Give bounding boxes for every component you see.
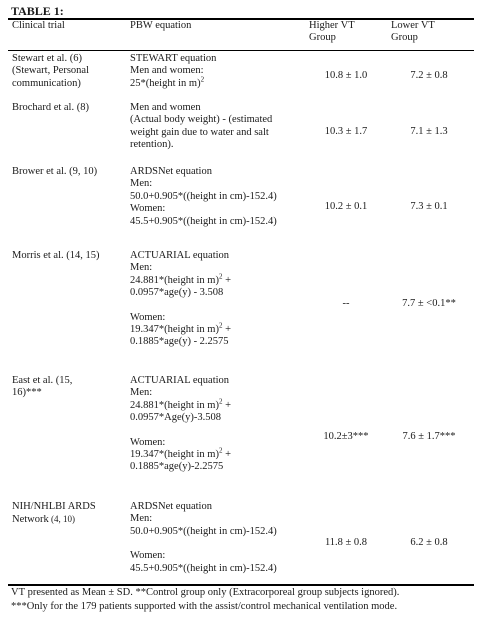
equation-line: ACTUARIAL equation: [130, 375, 230, 386]
equation-line: 45.5+0.905*((height in cm)-152.4): [130, 562, 277, 574]
equation-line: 24.881*(height in m): [130, 274, 219, 286]
header-lower-group: Group: [391, 32, 418, 44]
equation-line: Men and women:: [130, 65, 204, 77]
row-brower-lower: 7.3 ± 0.1: [410, 201, 448, 212]
equation-line: Women:: [130, 311, 166, 323]
row-morris-trial: [12, 250, 99, 262]
equation-line: retention).: [130, 139, 174, 151]
footnote-vt-definition: [11, 587, 399, 599]
table-caption: TABLE 1:: [11, 4, 64, 18]
footnote-vt: V: [11, 587, 19, 598]
header-higher-vt-text: Higher V: [309, 20, 349, 31]
row-nih-trial: [12, 501, 96, 527]
superscript: 2: [218, 446, 223, 455]
row-morris-lower: 7.7 ± <0.1**: [402, 298, 456, 309]
row-brower-equation: [130, 166, 277, 228]
equation-line: +: [222, 324, 231, 336]
header-lower-vt-sub: T: [428, 20, 435, 31]
footnote-text: presented as Mean ± SD. **Control group only (Extracorporeal group subjects ignored).: [25, 587, 400, 598]
header-higher-group: Group: [309, 32, 336, 44]
trial-line: Brower et al. (9, 10): [12, 166, 98, 177]
row-morris-higher: --: [342, 298, 350, 309]
equation-line: +: [222, 399, 231, 411]
row-nih-equation: [130, 501, 277, 575]
equation-line: Women:: [130, 436, 166, 448]
trial-line: Stewart et al. (6): [12, 53, 82, 64]
header-pbw-equation: PBW equation: [130, 20, 192, 31]
trial-line: (Stewart, Personal: [12, 65, 89, 77]
row-east-equation: [130, 375, 231, 474]
row-stewart-higher: 10.8 ± 1.0: [324, 70, 368, 81]
equation-line: ARDSNet equation: [130, 501, 212, 512]
equation-line: 50.0+0.905*((height in cm)-152.4): [130, 525, 277, 537]
equation-line: ACTUARIAL equation: [130, 250, 230, 261]
table-bottom-rule: [8, 584, 474, 586]
equation-line: Men and women: [130, 102, 201, 113]
equation-line: Men:: [130, 178, 153, 190]
trial-line: Brochard et al. (8): [12, 102, 89, 113]
equation-line: ARDSNet equation: [130, 166, 212, 177]
equation-line: STEWART equation: [130, 53, 217, 64]
equation-line: Men:: [130, 387, 153, 399]
superscript: 2: [200, 75, 205, 84]
superscript: 2: [218, 397, 223, 406]
trial-line: NIH/NHLBI ARDS: [12, 501, 96, 512]
row-brochard-equation: [130, 102, 272, 152]
header-clinical-trial: Clinical trial: [12, 20, 65, 31]
blank-line: [130, 300, 231, 312]
footnote-vt-sub: T: [18, 587, 26, 598]
equation-line: Men:: [130, 513, 153, 525]
superscript: 2: [218, 272, 223, 281]
equation-line: 0.0957*Age(y)-3.508: [130, 412, 221, 424]
row-nih-higher: 11.8 ± 0.8: [324, 537, 368, 548]
equation-line: Women:: [130, 550, 166, 562]
table-header-rule: [8, 50, 474, 51]
header-lower-vt-text: Lower V: [391, 20, 429, 31]
equation-line: 0.1885*age(y) - 2.2575: [130, 336, 229, 348]
equation-line: +: [222, 449, 231, 461]
superscript: 2: [218, 321, 223, 330]
row-east-trial: [12, 375, 72, 400]
trial-line: communication): [12, 77, 81, 89]
equation-line: Women:: [130, 203, 166, 215]
equation-line: 19.347*(height in m): [130, 449, 219, 461]
row-brochard-trial: [12, 102, 89, 114]
row-east-higher: 10.2±3***: [323, 431, 369, 442]
equation-line: 0.1885*age(y)-2.2575: [130, 461, 224, 473]
equation-line: +: [222, 274, 231, 286]
trial-line: 16)***: [12, 387, 42, 399]
header-lower-vt: [391, 20, 435, 45]
trial-line: Morris et al. (14, 15): [12, 250, 100, 261]
equation-line: 0.0957*age(y) - 3.508: [130, 287, 224, 299]
footnote-assist-control: ***Only for the 179 patients supported with the assist/control mechanical ventilation mode.: [11, 601, 398, 612]
row-nih-lower: 6.2 ± 0.8: [410, 537, 448, 548]
row-east-lower: 7.6 ± 1.7***: [402, 431, 456, 442]
blank-line: [130, 538, 277, 550]
header-higher-vt: [309, 20, 355, 45]
blank-line: [130, 425, 231, 437]
row-stewart-trial: [12, 53, 89, 90]
row-brower-trial: [12, 166, 97, 178]
trial-reference: (4, 10): [48, 514, 75, 525]
equation-line: 25*(height in m): [130, 77, 201, 89]
row-stewart-equation: [130, 53, 216, 90]
trial-line: East et al. (15,: [12, 375, 73, 386]
row-stewart-lower: 7.2 ± 0.8: [410, 70, 448, 81]
equation-line: 50.0+0.905*((height in cm)-152.4): [130, 190, 277, 202]
header-higher-vt-sub: T: [348, 20, 355, 31]
row-brochard-higher: 10.3 ± 1.7: [324, 126, 368, 137]
trial-line: Network: [12, 514, 49, 526]
equation-line: weight gain due to water and salt: [130, 126, 269, 138]
equation-line: Men:: [130, 262, 153, 274]
row-brower-higher: 10.2 ± 0.1: [324, 201, 368, 212]
equation-line: 19.347*(height in m): [130, 324, 219, 336]
equation-line: (Actual body weight) - (estimated: [130, 114, 273, 126]
equation-line: 24.881*(height in m): [130, 399, 219, 411]
equation-line: 45.5+0.905*((height in cm)-152.4): [130, 215, 277, 227]
row-morris-equation: [130, 250, 231, 349]
row-brochard-lower: 7.1 ± 1.3: [410, 126, 448, 137]
